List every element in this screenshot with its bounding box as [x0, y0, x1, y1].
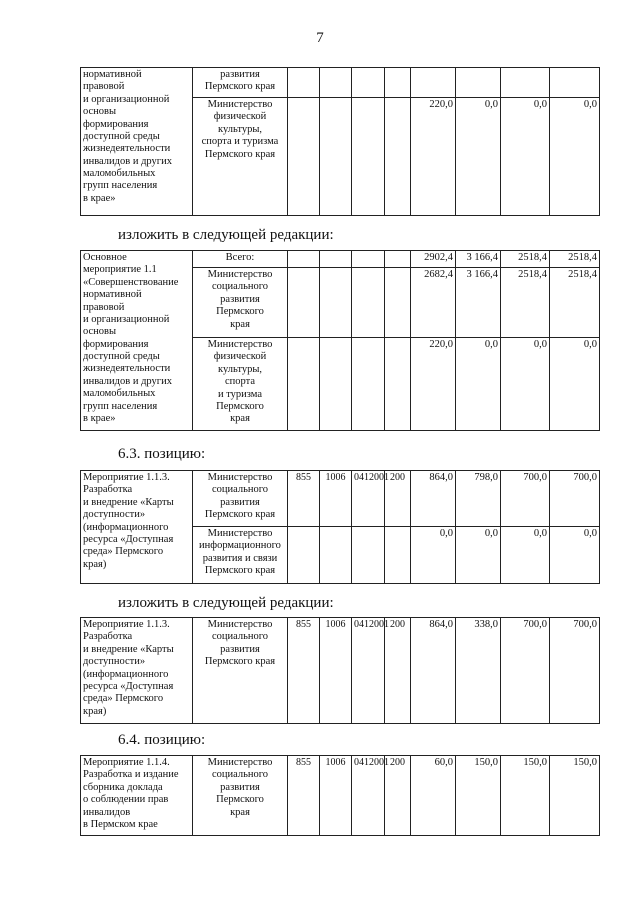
amount-cell [456, 68, 501, 98]
budget-code-cell [320, 251, 352, 268]
budget-code-cell [385, 338, 411, 431]
measure-name-cell: нормативной правовой и организационной основы формирования доступной среды жизнедеятельности инвалидов и других маломобильных групп населения в крае» [81, 68, 193, 216]
budget-code-cell: 0412001 [352, 471, 385, 527]
budget-code-cell [385, 527, 411, 584]
amount-cell: 700,0 [550, 471, 600, 527]
amount-cell: 0,0 [550, 98, 600, 216]
amount-cell: 3 166,4 [456, 251, 501, 268]
paragraph-amend-1: изложить в следующей редакции: [118, 227, 334, 243]
amount-cell: 2902,4 [411, 251, 456, 268]
amount-cell: 0,0 [550, 527, 600, 584]
amount-cell: 798,0 [456, 471, 501, 527]
responsible-executor-cell: Министерство информационного развития и связи Пермского края [193, 527, 288, 584]
amount-cell: 0,0 [456, 98, 501, 216]
budget-code-cell [352, 527, 385, 584]
budget-code-cell: 855 [288, 471, 320, 527]
table-row [81, 618, 600, 724]
amount-cell: 2518,4 [550, 251, 600, 268]
budget-code-cell [385, 251, 411, 268]
table-row [81, 251, 600, 268]
table3-grid [80, 470, 600, 584]
budget-code-cell [320, 68, 352, 98]
budget-code-cell: 0412001 [352, 756, 385, 836]
amount-cell: 700,0 [501, 471, 550, 527]
measure-name-cell: Мероприятие 1.1.3. Разработка и внедрение «Карты доступности» (информационного ресурса «Доступная среда» Пермского края) [81, 471, 193, 584]
amount-cell: 2518,4 [550, 268, 600, 338]
budget-code-cell [320, 98, 352, 216]
budget-code-cell [385, 98, 411, 216]
responsible-executor-cell: развития Пермского края [193, 68, 288, 98]
budget-code-cell [385, 68, 411, 98]
amount-cell: 2518,4 [501, 251, 550, 268]
budget-code-cell [320, 268, 352, 338]
paragraph-position-6-3: 6.3. позицию: [118, 446, 206, 462]
table1-grid [80, 67, 600, 216]
budget-code-cell [352, 338, 385, 431]
measure-name-cell: Основное мероприятие 1.1 «Совершенствование нормативной правовой и организационной основы формирования доступной среды жизнедеятельности инвалидов и других маломобильных групп населения в крае» [81, 251, 193, 431]
amount-cell [550, 68, 600, 98]
measure-name-cell: Мероприятие 1.1.3. Разработка и внедрение «Карты доступности» (информационного ресурса «Доступная среда» Пермского края) [81, 618, 193, 724]
budget-code-cell [352, 268, 385, 338]
amount-cell: 150,0 [456, 756, 501, 836]
amount-cell: 0,0 [501, 527, 550, 584]
budget-code-cell [288, 268, 320, 338]
budget-code-cell [288, 527, 320, 584]
amount-cell [501, 68, 550, 98]
budget-code-cell [288, 68, 320, 98]
amount-cell: 3 166,4 [456, 268, 501, 338]
amount-cell: 2518,4 [501, 268, 550, 338]
budget-code-cell [385, 268, 411, 338]
responsible-executor-cell: Министерство социального развития Пермского края [193, 618, 288, 724]
budget-code-cell [320, 338, 352, 431]
paragraph-position-6-4: 6.4. позицию: [118, 732, 206, 748]
table-row [81, 471, 600, 527]
budget-code-cell: 855 [288, 618, 320, 724]
budget-code-cell [320, 527, 352, 584]
amount-cell: 0,0 [456, 338, 501, 431]
budget-code-cell: 200 [385, 756, 411, 836]
amount-cell [411, 68, 456, 98]
table5-grid [80, 755, 600, 836]
page-number: 7 [316, 30, 324, 46]
responsible-executor-cell: Министерство социального развития Пермского края [193, 268, 288, 338]
budget-code-cell: 200 [385, 471, 411, 527]
amount-cell: 0,0 [456, 527, 501, 584]
amount-cell: 2682,4 [411, 268, 456, 338]
amount-cell: 700,0 [550, 618, 600, 724]
measure-name-cell: Мероприятие 1.1.4. Разработка и издание сборника доклада о соблюдении прав инвалидов в Пермском крае [81, 756, 193, 836]
amount-cell: 150,0 [550, 756, 600, 836]
budget-code-cell: 1006 [320, 756, 352, 836]
table2-grid [80, 250, 600, 431]
table-row [81, 68, 600, 98]
budget-code-cell [352, 251, 385, 268]
amount-cell: 60,0 [411, 756, 456, 836]
budget-code-cell: 0412001 [352, 618, 385, 724]
budget-code-cell: 200 [385, 618, 411, 724]
amount-cell: 864,0 [411, 618, 456, 724]
budget-code-cell: 1006 [320, 471, 352, 527]
responsible-executor-cell: Министерство социального развития Пермского края [193, 471, 288, 527]
amount-cell: 220,0 [411, 338, 456, 431]
responsible-executor-cell: Всего: [193, 251, 288, 268]
table-row [81, 756, 600, 836]
budget-code-cell [352, 68, 385, 98]
paragraph-amend-2: изложить в следующей редакции: [118, 595, 334, 611]
budget-code-cell [352, 98, 385, 216]
amount-cell: 0,0 [501, 98, 550, 216]
budget-code-cell: 1006 [320, 618, 352, 724]
amount-cell: 150,0 [501, 756, 550, 836]
budget-code-cell [288, 98, 320, 216]
responsible-executor-cell: Министерство социального развития Пермского края [193, 756, 288, 836]
amount-cell: 0,0 [411, 527, 456, 584]
amount-cell: 0,0 [550, 338, 600, 431]
amount-cell: 338,0 [456, 618, 501, 724]
amount-cell: 864,0 [411, 471, 456, 527]
responsible-executor-cell: Министерство физической культуры, спорта и туризма Пермского края [193, 98, 288, 216]
table4-grid [80, 617, 600, 724]
amount-cell: 220,0 [411, 98, 456, 216]
amount-cell: 700,0 [501, 618, 550, 724]
budget-code-cell: 855 [288, 756, 320, 836]
budget-code-cell [288, 251, 320, 268]
amount-cell: 0,0 [501, 338, 550, 431]
budget-code-cell [288, 338, 320, 431]
responsible-executor-cell: Министерство физической культуры, спорта и туризма Пермского края [193, 338, 288, 431]
